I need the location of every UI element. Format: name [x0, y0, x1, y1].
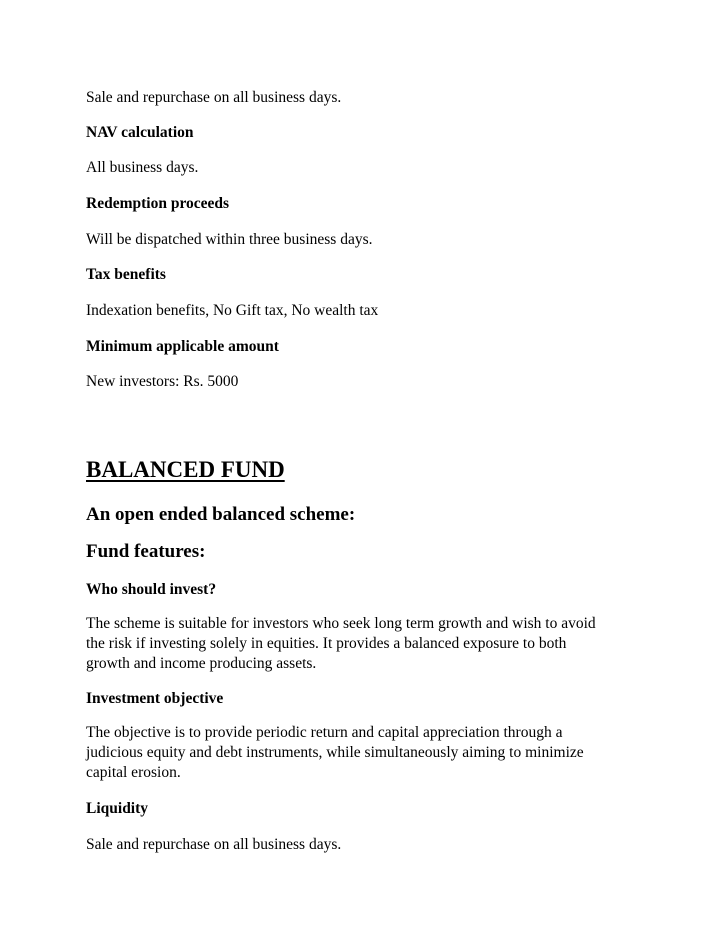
paragraph-line: The objective is to provide periodic return and capital appreciation through a: [86, 724, 563, 741]
fund-features-heading: Fund features:: [86, 541, 206, 562]
tax-benefits-heading: Tax benefits: [86, 266, 166, 283]
nav-calculation-text: All business days.: [86, 159, 199, 176]
minimum-amount-heading: Minimum applicable amount: [86, 338, 279, 355]
balanced-scheme-subtitle: An open ended balanced scheme:: [86, 504, 356, 525]
paragraph-line: The scheme is suitable for investors who seek long term growth and wish to avoid: [86, 615, 596, 632]
tax-benefits-text: Indexation benefits, No Gift tax, No wealth tax: [86, 302, 379, 319]
liquidity-text-top: Sale and repurchase on all business days.: [86, 89, 342, 106]
paragraph-line: capital erosion.: [86, 764, 181, 781]
investment-objective-heading: Investment objective: [86, 690, 224, 707]
paragraph-line: the risk if investing solely in equities. It provides a balanced exposure to both: [86, 635, 567, 652]
nav-calculation-heading: NAV calculation: [86, 124, 194, 141]
investment-objective-paragraph: [86, 723, 646, 783]
minimum-amount-text: New investors: Rs. 5000: [86, 373, 239, 390]
liquidity-heading: Liquidity: [86, 800, 149, 817]
paragraph-line: judicious equity and debt instruments, while simultaneously aiming to minimize: [86, 744, 584, 761]
redemption-proceeds-heading: Redemption proceeds: [86, 195, 230, 212]
paragraph-line: growth and income producing assets.: [86, 655, 317, 672]
redemption-proceeds-text: Will be dispatched within three business days.: [86, 231, 373, 248]
liquidity-text: Sale and repurchase on all business days.: [86, 836, 342, 853]
balanced-fund-title: BALANCED FUND: [86, 457, 285, 482]
who-should-invest-paragraph: [86, 614, 646, 674]
who-should-invest-heading: Who should invest?: [86, 581, 217, 598]
